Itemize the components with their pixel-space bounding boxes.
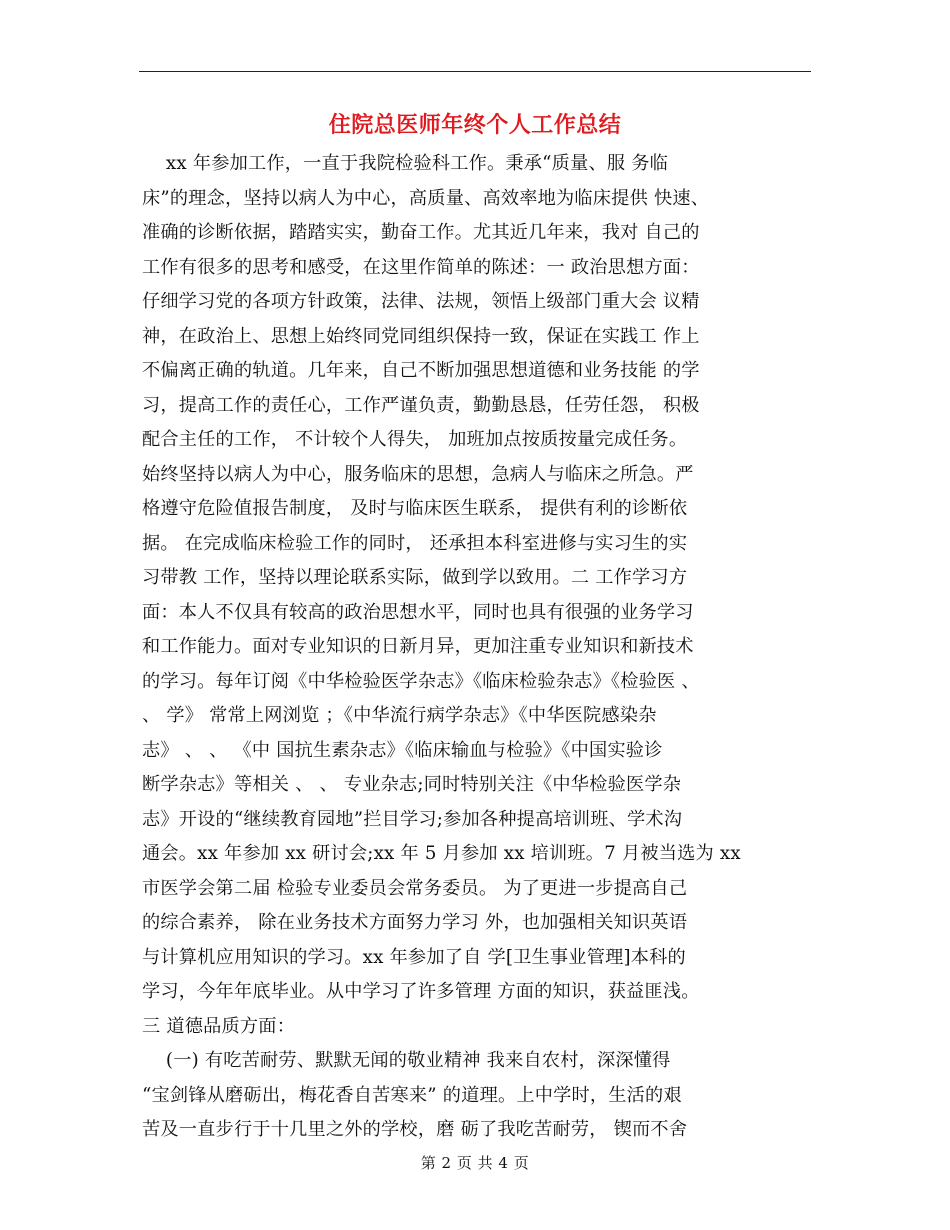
body-line: 仔细学习党的各项方针政策，法律、法规，领悟上级部门重大会 议精 bbox=[142, 291, 700, 312]
body-line: 面：本人不仅具有较高的政治思想水平，同时也具有很强的业务学习 bbox=[142, 601, 694, 623]
body-line: 通会。xx 年参加 xx 研讨会;xx 年 5 月参加 xx 培训班。7 月被当选为 xx bbox=[142, 843, 741, 864]
body-line: 的综合素养， 除在业务技术方面努力学习 外，也加强相关知识英语 bbox=[142, 912, 688, 933]
body-line: 学习，今年年底毕业。从中学习了许多管理 方面的知识，获益匪浅。 bbox=[142, 981, 700, 1002]
body-line: 床”的理念，坚持以病人为中心，高质量、高效率地为临床提供 快速、 bbox=[142, 187, 710, 209]
header-rule bbox=[139, 71, 811, 72]
body-line: 苦及一直步行于十几里之外的学校，磨 砺了我吃苦耐劳， 锲而不舍 bbox=[142, 1119, 688, 1140]
body-line: “宝剑锋从磨砺出，梅花香自苦寒来” 的道理。上中学时，生活的艰 bbox=[142, 1084, 682, 1106]
page-footer: 第 2 页 共 4 页 bbox=[420, 1154, 530, 1172]
body-line: 准确的诊断依据，踏踏实实，勤奋工作。尤其近几年来，我对 自己的 bbox=[142, 222, 700, 243]
body-line: 与计算机应用知识的学习。xx 年参加了自 学[卫生事业管理]本科的 bbox=[142, 946, 686, 968]
body-line: 神，在政治上、思想上始终同党同组织保持一致，保证在实践工 作上 bbox=[142, 325, 700, 347]
body-line: (一) 有吃苦耐劳、默默无闻的敬业精神 我来自农村，深深懂得 bbox=[142, 1050, 671, 1071]
document-title: 住院总医师年终个人工作总结 bbox=[328, 112, 622, 138]
body-line: 习带教 工作，坚持以理论联系实际，做到学以致用。二 工作学习方 bbox=[142, 567, 688, 588]
body-line: 始终坚持以病人为中心，服务临床的思想，急病人与临床之所急。严 bbox=[142, 463, 694, 485]
body-line: 市医学会第二届 检验专业委员会常务委员。 为了更进一步提高自己 bbox=[142, 877, 688, 899]
body-line: 和工作能力。面对专业知识的日新月异，更加注重专业知识和新技术 bbox=[142, 636, 694, 657]
body-line: 配合主任的工作， 不计较个人得失， 加班加点按质按量完成任务。 bbox=[142, 429, 688, 450]
body-line: 断学杂志》等相关 、 、 专业杂志;同时特别关注《中华检验医学杂 bbox=[142, 774, 682, 795]
body-line: 工作有很多的思考和感受，在这里作简单的陈述：一 政治思想方面： bbox=[142, 256, 700, 278]
body-line: 的学习。每年订阅《中华检验医学杂志》《临床检验杂志》《检验医 、 bbox=[142, 670, 700, 692]
document-body bbox=[142, 147, 822, 1148]
body-line: 不偏离正确的轨道。几年来，自己不断加强思想道德和业务技能 的学 bbox=[142, 360, 700, 381]
body-line: 、 学》 常常上网浏览 ；《中华流行病学杂志》《中华医院感染杂 bbox=[142, 705, 657, 726]
body-line: 三 道德品质方面： bbox=[142, 1015, 296, 1037]
body-line: 据。 在完成临床检验工作的同时， 还承担本科室进修与实习生的实 bbox=[142, 532, 688, 554]
body-line: 格遵守危险值报告制度， 及时与临床医生联系， 提供有利的诊断依 bbox=[142, 498, 688, 519]
body-line: xx 年参加工作，一直于我院检验科工作。秉承“质量、服 务临 bbox=[142, 153, 668, 174]
body-line: 习，提高工作的责任心，工作严谨负责，勤勤恳恳，任劳任怨， 积极 bbox=[142, 394, 700, 416]
body-line: 志》 、 、 《中 国抗生素杂志》《临床输血与检验》《中国实验诊 bbox=[142, 739, 663, 761]
body-line: 志》开设的“继续教育园地”拦目学习;参加各种提高培训班、学术沟 bbox=[142, 808, 683, 830]
